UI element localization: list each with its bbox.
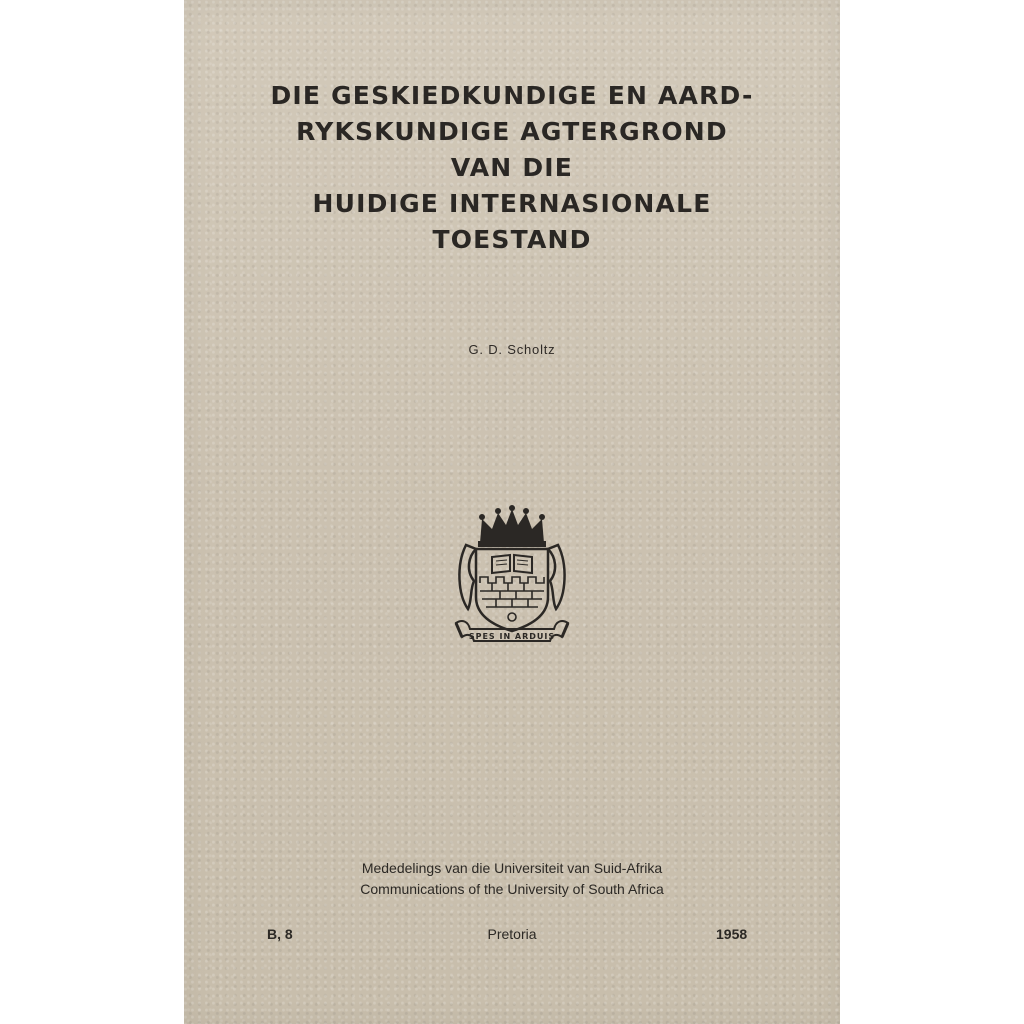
title-line-5: TOESTAND xyxy=(432,225,592,254)
cover-title xyxy=(184,78,840,258)
publication-place: Pretoria xyxy=(487,926,537,942)
title-line-1: DIE GESKIEDKUNDIGE EN AARD- xyxy=(270,81,754,110)
author-name: G. D. Scholtz xyxy=(468,342,556,357)
university-coat-of-arms-icon xyxy=(452,505,572,655)
series-statement xyxy=(184,858,840,900)
title-line-4: HUIDIGE INTERNASIONALE xyxy=(312,189,712,218)
crest-motto: SPES IN ARDUIS xyxy=(468,632,556,641)
series-afrikaans: Mededelings van die Universiteit van Suid-Afrika xyxy=(361,860,663,876)
book-cover xyxy=(184,0,840,1024)
title-line-2: RYKSKUNDIGE AGTERGROND xyxy=(296,117,728,146)
title-line-3: VAN DIE xyxy=(450,153,574,182)
series-number: B, 8 xyxy=(267,926,293,942)
publication-year: 1958 xyxy=(716,926,748,942)
series-english: Communications of the University of South Africa xyxy=(360,881,664,897)
